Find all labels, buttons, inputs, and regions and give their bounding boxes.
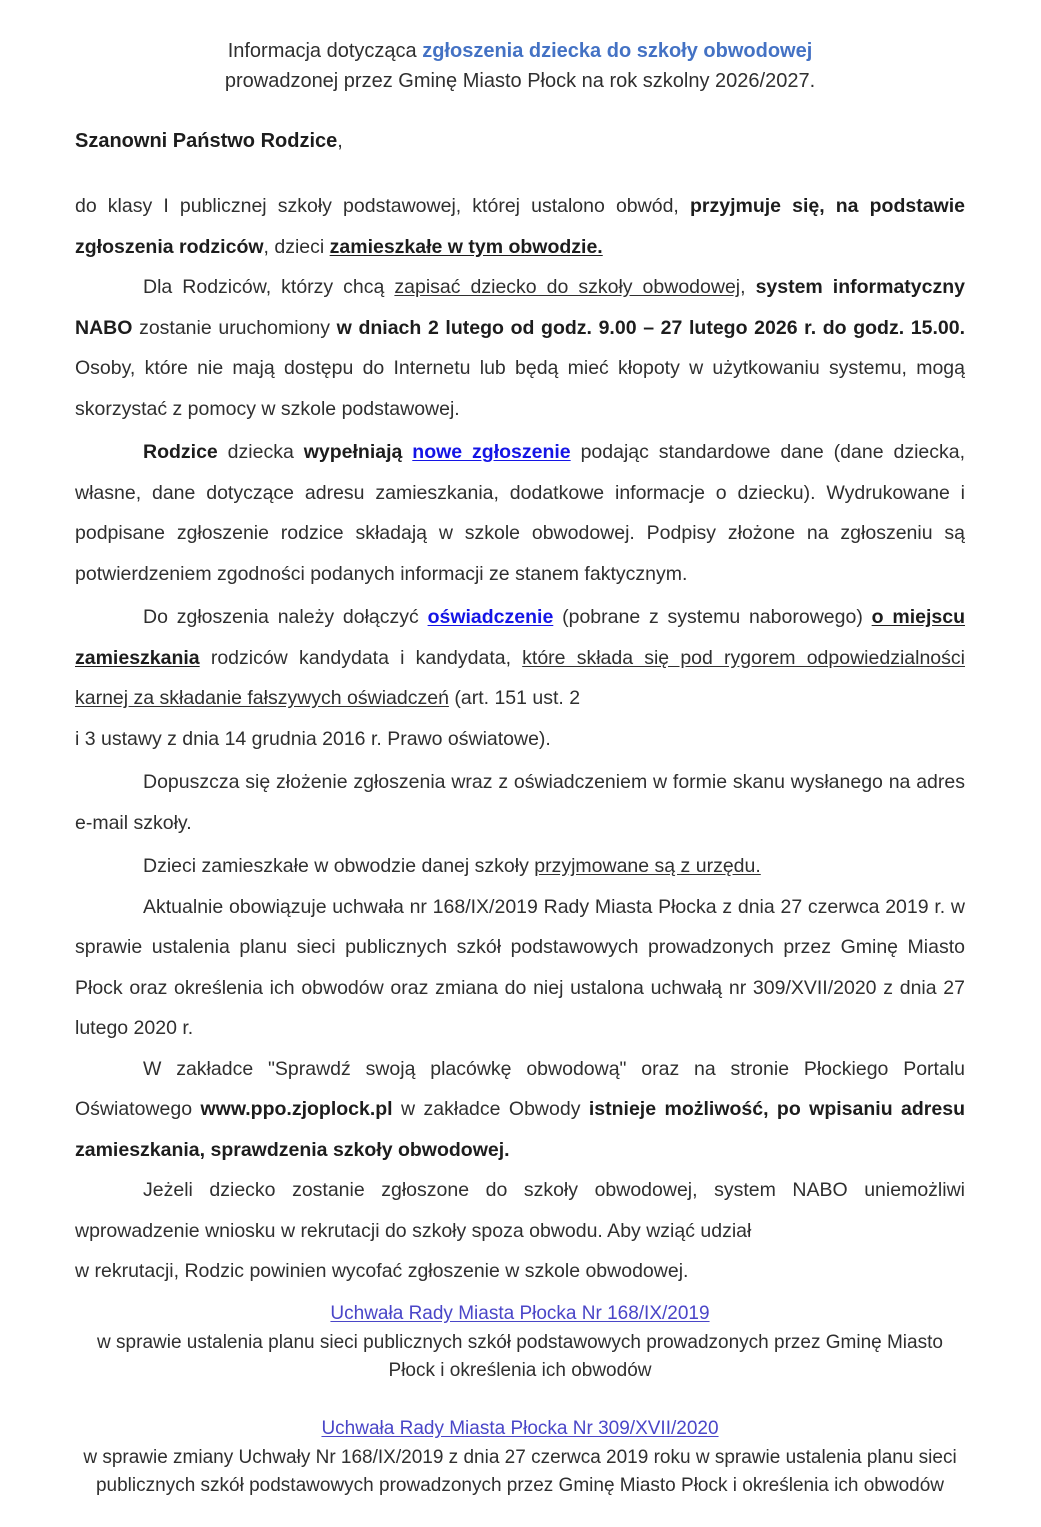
- footer-resolution-block-168: [75, 1300, 965, 1385]
- link-uchwala-168-ix-2019[interactable]: Uchwała Rady Miasta Płocka Nr 168/IX/2019: [330, 1302, 710, 1324]
- paragraph-oswiadczenie-o-miejscu-zamieszkania: [75, 597, 965, 719]
- spacer: [75, 1385, 965, 1415]
- p4-run-6-underline: które składa się pod rygorem odpowiedzialności karnej za składanie fałszywych oświadczeń: [75, 646, 965, 709]
- spacer: [75, 96, 965, 126]
- p1-run-4-bold-underline: zamieszkałe w tym obwodzie.: [329, 235, 603, 258]
- paragraph-wycofanie-zgloszenia: w rekrutacji, Rodzic powinien wycofać zgłoszenie w szkole obwodowej.: [75, 1260, 689, 1282]
- link-uchwala-309-xvii-2020[interactable]: Uchwała Rady Miasta Płocka Nr 309/XVII/2020: [321, 1417, 719, 1439]
- p1-run-2-bold: przyjmuje się, na podstawie zgłoszenia rodziców: [75, 195, 965, 258]
- p2-run-5: zostanie uruchomiony: [132, 316, 337, 339]
- document-title-prefix: Informacja dotycząca: [227, 40, 423, 62]
- p4-run-5: rodziców kandydata i kandydata,: [199, 646, 523, 669]
- spacer: [75, 156, 965, 186]
- footer-description-1: w sprawie ustalenia planu sieci publicznych szkół podstawowych prowadzonych przez Gminę Miasto Płock i określenia ich obwodów: [97, 1331, 943, 1381]
- footer-resolution-block-309: [75, 1415, 965, 1500]
- p2-run-7: Osoby, które nie mają dostępu do Internetu lub będą mieć kłopoty w użytkowaniu systemu, mogą skorzystać z pomocy w szkole podstawowej.: [75, 357, 965, 420]
- p9-run-4-bold: istnieje możliwość, po wpisaniu adresu zamieszkania, sprawdzenia szkoły obwodowej.: [75, 1098, 965, 1161]
- link-zgloszenie-dziecka-do-szkoly-obwodowej[interactable]: zgłoszenia dziecka do szkoły obwodowej: [422, 40, 813, 62]
- p7-run-1: Dzieci zamieszkałe w obwodzie danej szkoły: [143, 855, 535, 877]
- p2-run-3: ,: [740, 276, 756, 298]
- p7-run-2-underline: przyjmowane są z urzędu.: [534, 855, 761, 877]
- document-title-line-1: [75, 36, 965, 66]
- footer-description-2: w sprawie zmiany Uchwały Nr 168/IX/2019 z dnia 27 czerwca 2019 roku w sprawie ustalenia planu sieci publicznych szkół podstawowych prowadzonych przez Gminę Miasto Płock i określenia ich obwodów: [83, 1446, 957, 1496]
- p3-run-5: podając standardowe dane (dane dziecka, własne, dane dotyczące adresu zamieszkania, dodatkowe informacje o dziecku). Wydrukowane i podpisane zgłoszenie rodzice składają w szkole obwodowej. Podpisy złożone na zgłoszeniu są potwierdzeniem zgodności podanych informacji ze stanem faktycznym.: [75, 441, 966, 585]
- p1-run-3: , dzieci: [263, 235, 330, 258]
- salutation-comma: ,: [337, 130, 343, 152]
- footer-link-1-wrapper: [75, 1300, 965, 1328]
- p4-run-7: (art. 151 ust. 2: [448, 687, 581, 709]
- p9-run-2-bold-url: www.ppo.zjoplock.pl: [200, 1098, 393, 1120]
- spacer: [75, 1292, 965, 1300]
- paragraph-wypelnianie-zgloszenia: [75, 432, 965, 594]
- p3-run-2: dziecka: [217, 441, 304, 463]
- salutation: [75, 126, 965, 156]
- footer-link-2-wrapper: [75, 1415, 965, 1443]
- paragraph-skan-na-email: Dopuszcza się złożenie zgłoszenia wraz z oświadczeniem w formie skanu wysłanego na adres e-mail szkoły.: [75, 771, 965, 834]
- paragraph-przyjmowanie-do-klasy-pierwszej: [75, 186, 965, 267]
- salutation-text: Szanowni Państwo Rodzice: [75, 130, 338, 152]
- p1-run-1: do klasy I publicznej szkoły podstawowej, której ustalono obwód,: [75, 195, 690, 217]
- p2-run-4-bold: system informatyczny NABO: [75, 276, 965, 339]
- link-oswiadczenie[interactable]: oświadczenie: [427, 606, 554, 628]
- paragraph-podstawa-prawna-ciag-dalszy: i 3 ustawy z dnia 14 grudnia 2016 r. Prawo oświatowe).: [75, 727, 551, 750]
- p2-run-2-underline: zapisać dziecko do szkoły obwodowej: [394, 276, 741, 298]
- paragraph-system-nabo-terminy: [75, 267, 965, 429]
- p3-run-1-bold: Rodzice: [143, 441, 218, 463]
- p9-run-1: W zakładce "Sprawdź swoją placówkę obwodową" oraz na stronie Płockiego Portalu Oświatowego: [75, 1057, 965, 1120]
- p2-run-6-bold-terminy: w dniach 2 lutego od godz. 9.00 – 27 lutego 2026 r. do godz. 15.00.: [336, 316, 965, 339]
- paragraph-przyjmowanie-z-urzedu: [75, 846, 965, 887]
- paragraph-obowiazujaca-uchwala: Aktualnie obowiązuje uchwała nr 168/IX/2019 Rady Miasta Płocka z dnia 27 czerwca 2019 r. w sprawie ustalenia planu sieci publicznych szkół podstawowych prowadzonych przez Gminę Miasto Płock oraz określenia ich obwodów oraz zmiana do niej ustalona uchwałą nr 309/XVII/2020 z dnia 27 lutego 2020 r.: [75, 895, 965, 1039]
- p3-run-3-bold: wypełniają: [303, 441, 413, 463]
- document-title-line-2: prowadzonej przez Gminę Miasto Płock na rok szkolny 2026/2027.: [224, 70, 816, 92]
- p9-run-3: w zakładce Obwody: [392, 1098, 589, 1120]
- p4-run-3: (pobrane z systemu naborowego): [553, 606, 872, 628]
- p2-run-1: Dla Rodziców, którzy chcą: [143, 276, 395, 298]
- paragraph-sprawdz-placowke-obwodowa: [75, 1049, 965, 1171]
- link-nowe-zgloszenie[interactable]: nowe zgłoszenie: [412, 441, 571, 463]
- paragraph-blokada-rekrutacji-spoza-obwodu: Jeżeli dziecko zostanie zgłoszone do szkoły obwodowej, system NABO uniemożliwi wprowadzenie wniosku w rekrutacji do szkoły spoza obwodu. Aby wziąć udział: [75, 1179, 965, 1242]
- p4-run-1: Do zgłoszenia należy dołączyć: [143, 606, 428, 628]
- p4-run-4-bold-underline: o miejscu zamieszkania: [75, 606, 965, 669]
